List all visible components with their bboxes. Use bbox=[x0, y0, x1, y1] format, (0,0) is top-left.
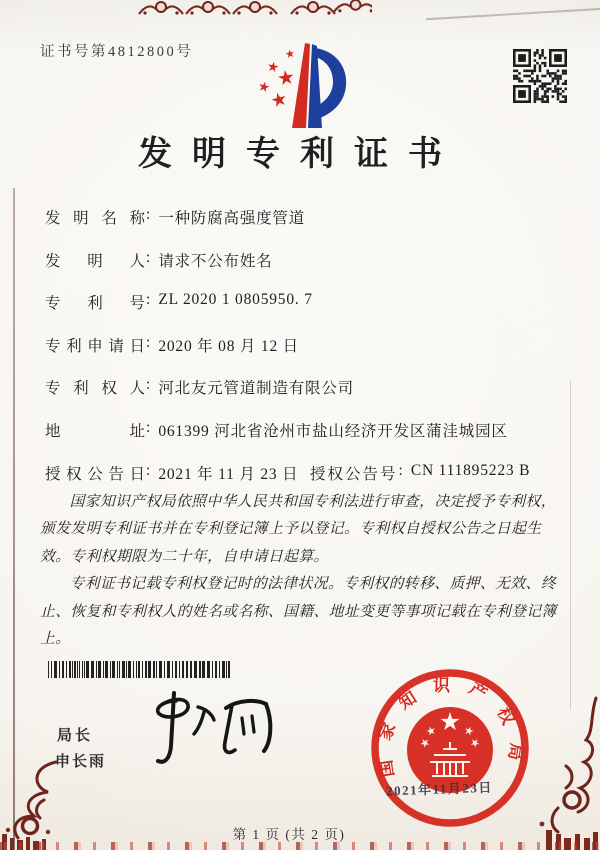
field-label: 专利权人 bbox=[45, 380, 145, 398]
cnipa-logo-icon bbox=[256, 40, 352, 132]
corner-ornament-bottom-right bbox=[538, 696, 600, 850]
field-value: 请求不公布姓名 bbox=[158, 252, 273, 270]
star-icon bbox=[270, 91, 287, 108]
field-row-address: 地址 : 061399 河北省沧州市盐山经济开发区蒲洼城园区 bbox=[45, 418, 508, 440]
field-label: 授权公告号 bbox=[310, 465, 398, 483]
director-name-label: 申长雨 bbox=[55, 753, 107, 770]
field-grant-number: 授权公告号 : CN 111895223 B bbox=[310, 461, 531, 483]
corner-ornament-bottom-left bbox=[0, 760, 60, 850]
field-row-invention-name: 发明名称 : 一种防腐高强度管道 bbox=[45, 206, 306, 227]
field-row-patentee: 专利权人 : 河北友元管道制造有限公司 bbox=[45, 376, 354, 398]
barcode-icon bbox=[48, 661, 234, 678]
field-row-filing-date: 专利申请日 : 2020 年 08 月 12 日 bbox=[45, 333, 299, 355]
field-value: 2021 年 11 月 23 日 bbox=[158, 465, 299, 483]
field-row-patent-number: 专利号 : ZL 2020 1 0805950. 7 bbox=[45, 291, 313, 313]
field-label: 发明名称 bbox=[45, 210, 145, 227]
official-seal-icon bbox=[364, 662, 536, 834]
field-row-inventor: 发明人 : 请求不公布姓名 bbox=[45, 248, 273, 270]
seal-date-stamp: 2021年11月23日 bbox=[385, 779, 494, 799]
field-label: 地址 bbox=[45, 422, 145, 440]
field-value: CN 111895223 B bbox=[410, 461, 531, 479]
bottom-border-strip bbox=[0, 842, 600, 850]
legal-text-block bbox=[40, 489, 564, 653]
field-value: 2020 年 08 月 12 日 bbox=[158, 337, 299, 355]
field-label: 专利申请日 bbox=[45, 337, 145, 355]
field-value: 河北友元管道制造有限公司 bbox=[158, 380, 354, 398]
director-signature bbox=[138, 688, 288, 774]
star-icon bbox=[267, 61, 279, 73]
page-edge-left bbox=[13, 188, 15, 850]
field-label: 发明人 bbox=[45, 252, 145, 270]
star-icon bbox=[285, 49, 295, 59]
field-value: 一种防腐高强度管道 bbox=[158, 210, 306, 227]
field-row-grant-date: 授权公告日 : 2021 年 11 月 23 日 授权公告号 : CN 111895223 B bbox=[45, 461, 531, 483]
paper-edge-line bbox=[426, 8, 600, 21]
top-border-ornament bbox=[138, 0, 372, 17]
page-edge-right bbox=[570, 380, 571, 710]
field-label: 专利号 bbox=[45, 295, 145, 313]
star-icon bbox=[277, 69, 294, 85]
certificate-title: 发明专利证书 bbox=[138, 136, 462, 173]
director-title-label: 局长 bbox=[57, 727, 94, 744]
field-value: ZL 2020 1 0805950. 7 bbox=[158, 291, 313, 309]
legal-paragraph-2: 专利证书记载专利权登记时的法律状况。专利权的转移、质押、无效、终止、恢复和专利权人的姓名或名称、国籍、地址变更等事项记载在专利登记簿上。 bbox=[40, 576, 557, 648]
certificate-number: 证书号第4812800号 bbox=[40, 44, 194, 60]
star-icon bbox=[258, 80, 271, 92]
seal-text: 国家知识产权局 bbox=[373, 676, 527, 779]
qr-code-icon bbox=[513, 49, 567, 103]
page-number: 第 1 页 (共 2 页) bbox=[232, 827, 346, 842]
field-value: 061399 河北省沧州市盐山经济开发区蒲洼城园区 bbox=[158, 422, 508, 440]
legal-paragraph-1: 国家知识产权局依照中华人民共和国专利法进行审查，决定授予专利权，颁发发明专利证书并在专利登记簿上予以登记。专利权自授权公告之日起生效。专利权期限为二十年，自申请日起算。 bbox=[40, 494, 556, 565]
field-label: 授权公告日 bbox=[45, 465, 145, 483]
field-list bbox=[45, 206, 580, 504]
